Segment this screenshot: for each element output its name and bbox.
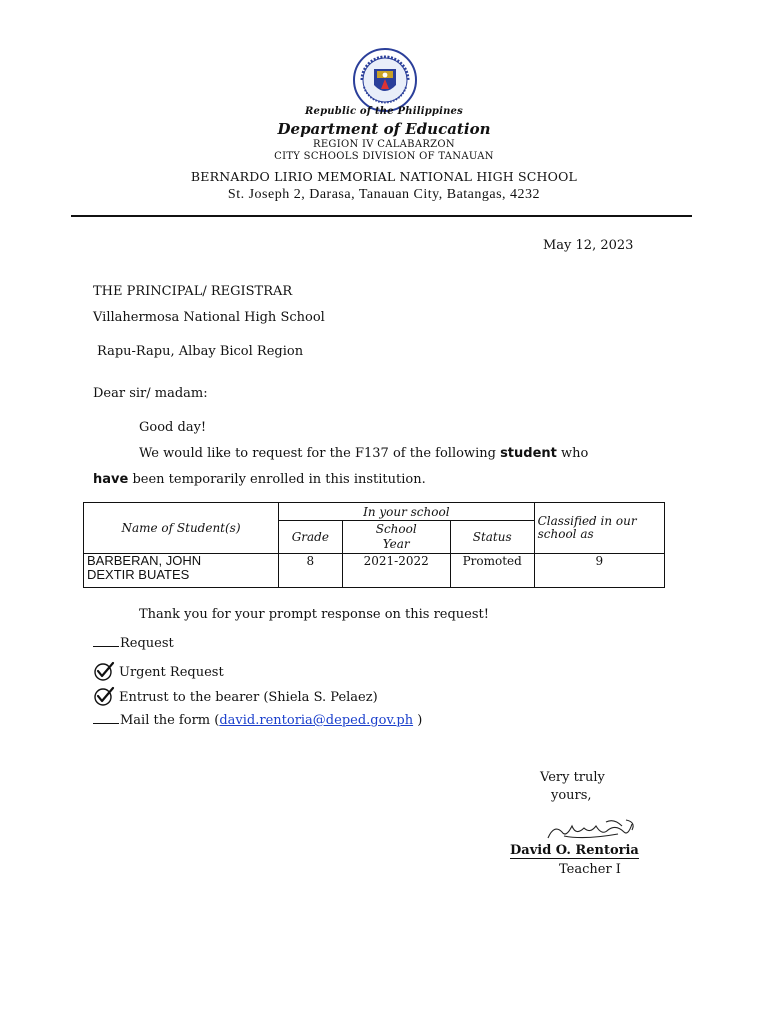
blank-line (93, 723, 119, 724)
blank-line (93, 646, 119, 647)
student-name-line-1: BARBERAN, JOHN (87, 553, 202, 568)
option-mail (93, 713, 422, 728)
checkbox-checked-icon (93, 686, 115, 706)
student-records-table (83, 502, 665, 588)
recipient-school: Villahermosa National High School (93, 310, 325, 325)
option-request (93, 636, 174, 651)
cell-status: Promoted (450, 554, 534, 588)
letter-date: May 12, 2023 (543, 238, 634, 253)
recipient-title: THE PRINCIPAL/ REGISTRAR (93, 284, 293, 299)
header-divider (71, 215, 692, 217)
header-grade: Grade (279, 521, 343, 554)
closing-line-1: Very truly (540, 770, 605, 785)
option-request-label: Request (120, 636, 174, 651)
cell-classified: 9 (534, 554, 664, 588)
region-heading: REGION IV CALABARZON (313, 139, 455, 150)
body-paragraph-line-1 (139, 446, 588, 461)
thanks-line: Thank you for your prompt response on this request! (139, 607, 489, 622)
recipient-address: Rapu-Rapu, Albay Bicol Region (97, 344, 304, 359)
republic-heading: Republic of the Philippines (305, 106, 463, 117)
header-school-year-line-1: School (375, 522, 417, 536)
option-entrust (93, 686, 378, 706)
department-heading: Department of Education (277, 120, 491, 138)
header-in-your-school: In your school (279, 503, 535, 521)
body-text: We would like to request for the F137 of the following (139, 446, 496, 461)
body-emphasis: have (93, 472, 129, 487)
header-classified-line-2: school as (537, 527, 594, 541)
header-status: Status (450, 521, 534, 554)
header-classified-line-1: Classified in our (537, 514, 637, 528)
school-name-heading: BERNARDO LIRIO MEMORIAL NATIONAL HIGH SCHOOL (190, 169, 578, 184)
body-paragraph-line-2 (93, 472, 426, 487)
cell-grade: 8 (279, 554, 343, 588)
header-classified (534, 503, 664, 554)
body-text: who (561, 446, 589, 461)
table-row (84, 554, 665, 588)
deped-seal-logo (352, 47, 418, 113)
school-address: St. Joseph 2, Darasa, Tanauan City, Batangas, 4232 (227, 187, 541, 202)
option-mail-prefix: Mail the form ( (120, 713, 220, 728)
header-school-year-line-2: Year (382, 537, 410, 551)
body-text: been temporarily enrolled in this institution. (132, 472, 426, 487)
checkbox-checked-icon (93, 661, 115, 681)
student-name-line-2: DEXTIR BUATES (87, 567, 190, 582)
closing-line-2: yours, (551, 788, 592, 803)
salutation: Dear sir/ madam: (93, 386, 208, 401)
division-heading: CITY SCHOOLS DIVISION OF TANAUAN (274, 151, 494, 162)
signatory-position: Teacher I (559, 862, 621, 877)
option-entrust-label: Entrust to the bearer (Shiela S. Pelaez) (119, 690, 378, 705)
greeting: Good day! (139, 420, 207, 435)
option-mail-suffix: ) (413, 713, 423, 728)
header-school-year (342, 521, 450, 554)
option-urgent (93, 661, 224, 681)
header-student-name: Name of Student(s) (84, 503, 279, 554)
option-urgent-label: Urgent Request (119, 665, 224, 680)
cell-school-year: 2021-2022 (342, 554, 450, 588)
body-emphasis: student (500, 446, 557, 461)
cell-student-name (84, 554, 279, 588)
email-link[interactable]: david.rentoria@deped.gov.ph (219, 713, 414, 728)
signatory-name: David O. Rentoria (510, 843, 639, 858)
